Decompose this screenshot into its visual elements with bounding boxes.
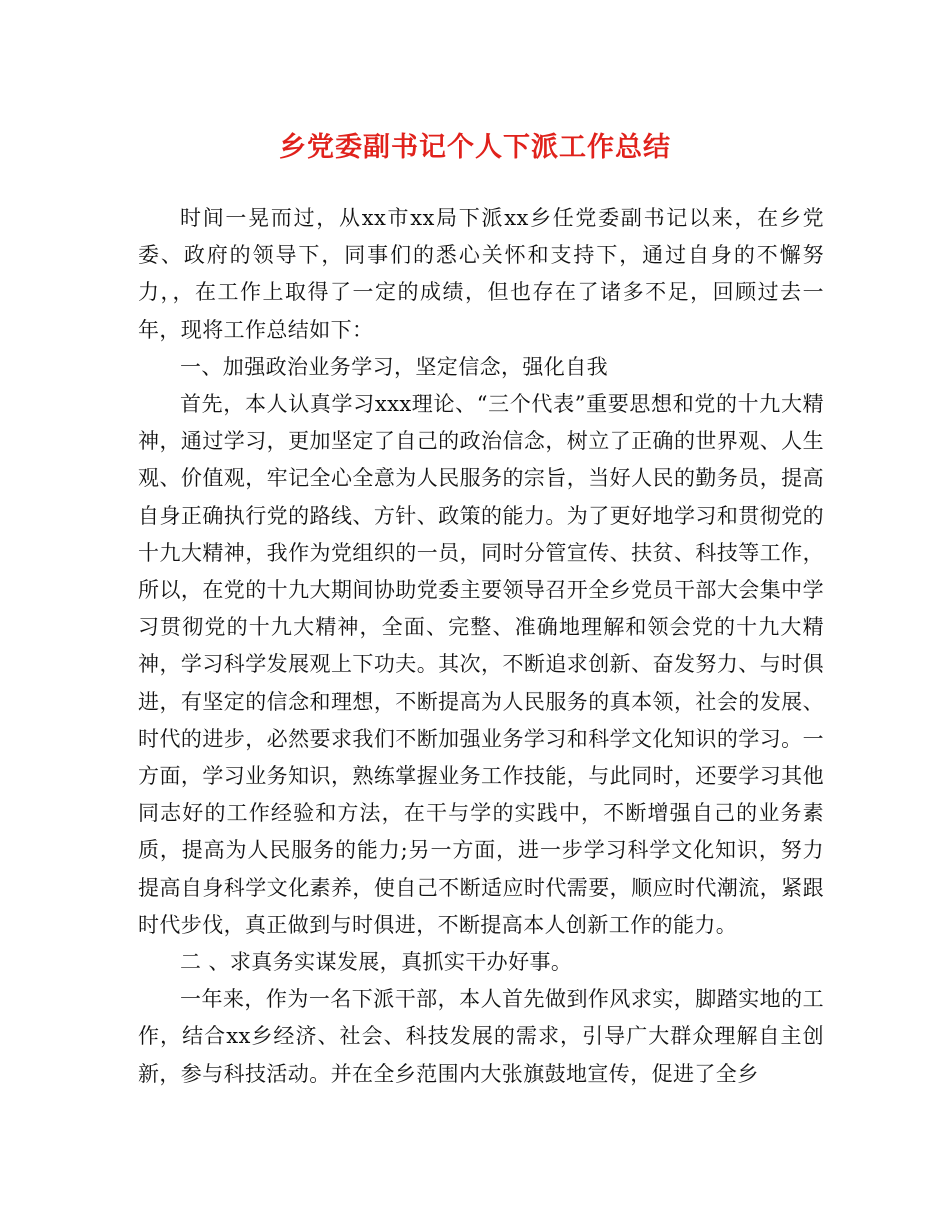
document-title: 乡党委副书记个人下派工作总结 — [279, 132, 671, 163]
section-heading-1: 一、加强政治业务学习，坚定信念，强化自我 — [180, 354, 608, 379]
paragraph-intro: 时间一晃而过，从xx市xx局下派xx乡任党委副书记以来，在乡党委、政府的领导下，同事们的悉心关怀和支持下，通过自身的不懈努力，，在工作上取得了一定的成绩，但也存在了诸多不足，回顾过去一年，现将工作总结如下： — [138, 206, 824, 342]
section-heading-2: 二 、求真务实谋发展，真抓实干办好事。 — [180, 950, 573, 975]
document-body — [138, 200, 824, 1093]
paragraph-practice: 一年来，作为一名下派干部，本人首先做到作风求实，脚踏实地的工作，结合xx乡经济、社会、科技发展的需求，引导广大群众理解自主创新，参与科技活动。并在全乡范围内大张旗鼓地宣传，促进了全乡 — [138, 987, 824, 1086]
paragraph-study: 首先，本人认真学习xxx理论、“三个代表”重要思想和党的十九大精神，通过学习，更加坚定了自己的政治信念，树立了正确的世界观、人生观、价值观，牢记全心全意为人民服务的宗旨，当好人民的勤务员，提高自身正确执行党的路线、方针、政策的能力。为了更好地学习和贯彻党的十九大精神，我作为党组织的一员，同时分管宣传、扶贫、科技等工作，所以，在党的十九大期间协助党委主要领导召开全乡党员干部大会集中学习贯彻党的十九大精神，全面、完整、准确地理解和领会党的十九大精神，学习科学发展观上下功夫。其次，不断追求创新、奋发努力、与时俱进，有坚定的信念和理想，不断提高为人民服务的真本领，社会的发展、时代的进步，必然要求我们不断加强业务学习和科学文化知识的学习。一方面，学习业务知识，熟练掌握业务工作技能，与此同时，还要学习其他同志好的工作经验和方法，在干与学的实践中，不断增强自己的业务素质，提高为人民服务的能力;另一方面，进一步学习科学文化知识，努力提高自身科学文化素养，使自己不断适应时代需要，顺应时代潮流，紧跟时代步伐，真正做到与时俱进，不断提高本人创新工作的能力。 — [138, 392, 824, 937]
